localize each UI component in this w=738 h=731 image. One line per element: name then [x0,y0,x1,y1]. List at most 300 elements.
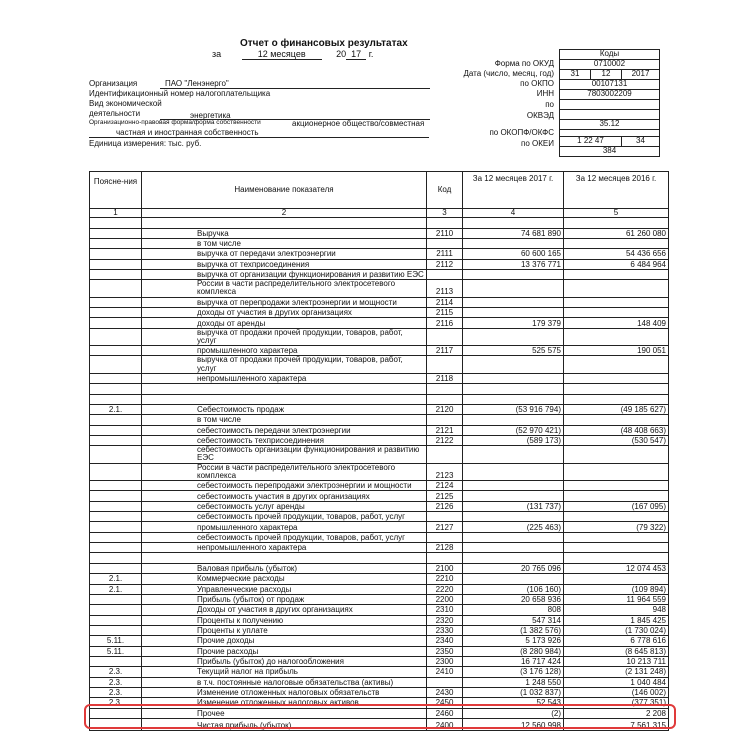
table-row [90,522,669,532]
row-value-2017: 1 248 550 [463,677,564,687]
activity-label-2: деятельности [89,109,141,118]
table-row [90,280,669,297]
row-value-2016: (167 095) [564,501,669,511]
row-note [90,308,142,318]
row-value-2016: 6 484 964 [564,259,669,269]
table-row [90,415,669,425]
row-note [90,269,142,279]
row-value-2016: (49 185 627) [564,404,669,414]
row-name: Проценты к получению [142,615,427,625]
table-row [90,532,669,542]
row-name: Коммерческие расходы [142,574,427,584]
table-body [90,218,669,731]
row-value-2017: (106 160) [463,584,564,594]
row-note [90,328,142,345]
table-row [90,687,669,697]
row-value-2017 [463,491,564,501]
activity-value: энергетика [190,111,231,120]
legal-label: Организационно-правовая форма/форма собственности [89,119,261,126]
row-value-2016: 61 260 080 [564,228,669,238]
row-name: Чистая прибыль (убыток) [142,718,427,730]
row-name: Проценты к уплате [142,625,427,635]
row-code: 2116 [427,318,463,328]
row-note [90,543,142,553]
row-name: Изменение отложенных налоговых активов [142,698,427,708]
row-value-2016 [564,373,669,383]
row-name: Управленческие расходы [142,584,427,594]
row-value-2017 [463,297,564,307]
report-title: Отчет о финансовых результатах [240,38,408,49]
row-value-2016: 10 213 711 [564,656,669,666]
row-code [427,218,463,228]
row-value-2017: (131 737) [463,501,564,511]
col-num-1: 1 [90,209,142,218]
table-row [90,356,669,373]
row-code [427,415,463,425]
row-value-2017 [463,269,564,279]
table-row [90,553,669,563]
row-note [90,346,142,356]
row-code: 2117 [427,346,463,356]
date-year: 2017 [622,70,660,80]
row-code: 2125 [427,491,463,501]
row-value-2017: 547 314 [463,615,564,625]
row-value-2016 [564,574,669,584]
row-note [90,425,142,435]
row-code [427,328,463,345]
table-row [90,605,669,615]
row-name: промышленного характера [142,522,427,532]
codes-header: Коды [560,50,660,60]
col-2016-header: За 12 месяцев 2016 г. [564,172,669,209]
row-note [90,280,142,297]
row-value-2017 [463,356,564,373]
row-note: 2.3. [90,698,142,708]
row-name: себестоимость передачи электроэнергии [142,425,427,435]
row-note [90,553,142,563]
row-note [90,394,142,404]
row-value-2016: (530 547) [564,435,669,445]
row-value-2017 [463,463,564,480]
row-code: 2115 [427,308,463,318]
row-value-2016 [564,238,669,248]
row-value-2017: 20 765 096 [463,563,564,573]
table-row [90,435,669,445]
row-value-2016 [564,481,669,491]
row-name [142,384,427,394]
row-value-2017 [463,543,564,553]
org-name: ПАО "Ленэнерго" [165,79,229,88]
row-value-2016 [564,384,669,394]
row-name [142,394,427,404]
row-value-2016: (377 351) [564,698,669,708]
okpo-label: по ОКПО [520,79,554,88]
row-code: 2110 [427,228,463,238]
row-value-2017 [463,574,564,584]
row-note [90,249,142,259]
row-value-2017: 13 376 771 [463,259,564,269]
table-row [90,328,669,345]
row-code [427,677,463,687]
row-name: себестоимость организации функционирования и развитию ЕЭС [142,446,427,463]
row-note [90,259,142,269]
row-name: выручка от продажи прочей продукции, товаров, работ, услуг [142,328,427,345]
row-name: Текущий налог на прибыль [142,667,427,677]
row-note: 2.3. [90,677,142,687]
okved-code: 35.12 [560,120,660,130]
row-value-2016: 190 051 [564,346,669,356]
row-name: промышленного характера [142,346,427,356]
row-value-2017: (3 176 128) [463,667,564,677]
row-value-2017 [463,553,564,563]
row-value-2017: 12 560 998 [463,718,564,730]
row-code: 2121 [427,425,463,435]
table-row [90,404,669,414]
row-code: 2111 [427,249,463,259]
legal-value-1: акционерное общество/совместная [292,119,425,128]
row-note [90,594,142,604]
row-note: 5.11. [90,646,142,656]
row-note: 2.1. [90,404,142,414]
col-num-3: 3 [427,209,463,218]
row-code: 2118 [427,373,463,383]
row-code: 2100 [427,563,463,573]
row-note [90,218,142,228]
row-code [427,512,463,522]
row-value-2017 [463,328,564,345]
row-value-2016: 1 845 425 [564,615,669,625]
date-month: 12 [591,70,622,80]
row-name: Изменение отложенных налоговых обязательств [142,687,427,697]
row-name: России в части распределительного электросетевого комплекса [142,463,427,480]
row-code [427,269,463,279]
row-name: доходы от участия в других организациях [142,308,427,318]
table-row [90,373,669,383]
row-note [90,501,142,511]
row-value-2017: (225 463) [463,522,564,532]
table-row [90,677,669,687]
activity-label-1: Вид экономической [89,99,162,108]
row-note [90,373,142,383]
table-row [90,269,669,279]
okei-code: 384 [560,147,660,157]
row-name: себестоимость техприсоединения [142,435,427,445]
table-row [90,346,669,356]
row-code: 2210 [427,574,463,584]
row-code [427,532,463,542]
date-day: 31 [560,70,591,80]
table-row [90,297,669,307]
row-code: 2200 [427,594,463,604]
date-label: Дата (число, месяц, год) [463,69,554,78]
row-value-2017 [463,512,564,522]
table-row [90,425,669,435]
row-code: 2127 [427,522,463,532]
row-value-2016 [564,356,669,373]
row-value-2017: 525 575 [463,346,564,356]
period-prefix: за [212,49,222,59]
table-row [90,491,669,501]
row-value-2017: (52 970 421) [463,425,564,435]
row-value-2016 [564,218,669,228]
table-row [90,218,669,228]
inn-label: ИНН [536,89,554,98]
table-row [90,501,669,511]
row-value-2017: 60 600 165 [463,249,564,259]
row-value-2017 [463,373,564,383]
row-value-2016: (109 894) [564,584,669,594]
row-note [90,318,142,328]
row-value-2017: 52 543 [463,698,564,708]
row-value-2017: 74 681 890 [463,228,564,238]
empty-code [560,100,660,110]
row-name: выручка от продажи прочей продукции, товаров, работ, услуг [142,356,427,373]
row-value-2016: 1 040 484 [564,677,669,687]
okved-label: ОКВЭД [526,111,554,120]
row-value-2017: (8 280 984) [463,646,564,656]
row-value-2017: (1 382 576) [463,625,564,635]
row-code: 2112 [427,259,463,269]
row-name: доходы от аренды [142,318,427,328]
row-value-2017: 179 379 [463,318,564,328]
table-row [90,625,669,635]
row-value-2017 [463,384,564,394]
row-name: себестоимость участия в других организациях [142,491,427,501]
row-value-2016: (79 322) [564,522,669,532]
okfs-code: 34 [622,137,660,147]
row-name: Прочие доходы [142,636,427,646]
row-value-2016 [564,297,669,307]
year-prefix: 20 [336,49,347,59]
row-value-2017: 808 [463,605,564,615]
row-name: России в части распределительного электросетевого комплекса [142,280,427,297]
table-row [90,656,669,666]
row-value-2016: (2 131 248) [564,667,669,677]
row-name [142,553,427,563]
row-value-2017 [463,415,564,425]
legal-value-2: частная и иностранная собственность [116,128,259,137]
table-row [90,318,669,328]
period-value: 12 месяцев [242,49,322,60]
year-suffix: 17 [346,49,366,60]
table-row [90,543,669,553]
row-name: Валовая прибыль (убыток) [142,563,427,573]
row-value-2017: (53 916 794) [463,404,564,414]
row-name: Выручка [142,228,427,238]
okud-label: Форма по ОКУД [494,59,554,68]
row-code: 2122 [427,435,463,445]
row-value-2016: 948 [564,605,669,615]
table-row [90,512,669,522]
row-value-2016: 7 561 315 [564,718,669,730]
unit-label: Единица измерения: тыс. руб. [89,139,202,148]
row-code: 2350 [427,646,463,656]
row-value-2016: 11 964 559 [564,594,669,604]
row-code: 2120 [427,404,463,414]
table-row [90,615,669,625]
row-note [90,563,142,573]
row-value-2016: (1 730 024) [564,625,669,635]
table-row [90,574,669,584]
row-name: себестоимость перепродажи электроэнергии и мощности [142,481,427,491]
col-note-header: Поясне-ния [90,172,142,209]
row-note [90,615,142,625]
row-code: 2220 [427,584,463,594]
row-code [427,238,463,248]
row-value-2017: 16 717 424 [463,656,564,666]
table-row [90,667,669,677]
row-value-2016 [564,280,669,297]
col-num-5: 5 [564,209,669,218]
row-note [90,228,142,238]
row-name: выручка от организации функционирования и развитию ЕЭС [142,269,427,279]
row-name: Прочее [142,708,427,718]
row-value-2016: 54 436 656 [564,249,669,259]
row-note: 2.1. [90,574,142,584]
row-code: 2330 [427,625,463,635]
row-value-2017 [463,446,564,463]
row-value-2016 [564,491,669,501]
row-value-2017: (1 032 837) [463,687,564,697]
row-code: 2460 [427,708,463,718]
col-2017-header: За 12 месяцев 2017 г. [463,172,564,209]
col-num-4: 4 [463,209,564,218]
report-period [212,49,373,60]
row-value-2016: 148 409 [564,318,669,328]
row-note [90,605,142,615]
row-value-2016 [564,512,669,522]
table-row [90,249,669,259]
taxid-label: Идентификационный номер налогоплательщика [89,89,271,98]
row-name: выручка от передачи электроэнергии [142,249,427,259]
row-code: 2300 [427,656,463,666]
row-code: 2410 [427,667,463,677]
row-note [90,463,142,480]
row-value-2017 [463,280,564,297]
row-value-2017: 5 173 926 [463,636,564,646]
row-value-2016 [564,446,669,463]
table-row [90,594,669,604]
row-note: 2.3. [90,667,142,677]
row-note: 5.11. [90,636,142,646]
table-row [90,446,669,463]
row-name: выручка от техприсоединения [142,259,427,269]
row-value-2016 [564,394,669,404]
row-code: 2126 [427,501,463,511]
row-note [90,415,142,425]
inn-code: 7803002209 [560,90,660,100]
col-name-header: Наименование показателя [142,172,427,209]
row-value-2016 [564,328,669,345]
row-code: 2114 [427,297,463,307]
row-code: 2340 [427,636,463,646]
row-code: 2400 [427,718,463,730]
table-row [90,238,669,248]
row-value-2017 [463,238,564,248]
row-value-2016: (48 408 663) [564,425,669,435]
okopf-label: по ОКОПФ/ОКФС [489,128,554,137]
row-code: 2450 [427,698,463,708]
table-row [90,228,669,238]
row-name: Прибыль (убыток) до налогообложения [142,656,427,666]
table-row [90,308,669,318]
po-label: по [545,100,554,109]
row-value-2016: 2 208 [564,708,669,718]
okud-code: 0710002 [560,60,660,70]
codes-box [559,49,660,157]
row-name: себестоимость прочей продукции, товаров, работ, услуг [142,512,427,522]
row-name: Доходы от участия в других организациях [142,605,427,615]
row-name [142,218,427,228]
row-value-2017 [463,394,564,404]
table-row [90,646,669,656]
row-name: Себестоимость продаж [142,404,427,414]
row-value-2017: 20 658 936 [463,594,564,604]
row-value-2017 [463,308,564,318]
row-note [90,532,142,542]
row-code: 2128 [427,543,463,553]
row-note [90,522,142,532]
row-value-2016: (146 002) [564,687,669,697]
row-name: выручка от перепродажи электроэнергии и мощности [142,297,427,307]
row-value-2016 [564,415,669,425]
legal-underline [89,137,429,138]
row-code [427,384,463,394]
okei-label: по ОКЕИ [521,139,554,148]
org-label: Организация [89,79,138,88]
row-value-2017: (589 173) [463,435,564,445]
row-name: в т.ч. постоянные налоговые обязательства (активы) [142,677,427,687]
row-value-2016 [564,532,669,542]
row-value-2017: (2) [463,708,564,718]
row-name: непромышленного характера [142,373,427,383]
table-row [90,384,669,394]
row-name: в том числе [142,415,427,425]
table-row [90,481,669,491]
row-value-2016 [564,543,669,553]
row-note [90,656,142,666]
net-profit-highlight [84,704,676,729]
row-name: в том числе [142,238,427,248]
table-row [90,259,669,269]
year-unit: г. [368,49,374,59]
row-note [90,238,142,248]
row-code: 2310 [427,605,463,615]
row-name: Прибыль (убыток) от продаж [142,594,427,604]
col-code-header: Код [427,172,463,209]
row-code [427,394,463,404]
row-note: 2.1. [90,584,142,594]
row-value-2016 [564,553,669,563]
row-note [90,512,142,522]
row-note [90,446,142,463]
row-value-2016 [564,463,669,480]
row-code [427,356,463,373]
okopf-code: 1 22 47 [560,137,622,147]
financial-results-table [89,171,669,731]
row-code [427,553,463,563]
row-note [90,435,142,445]
row-note [90,356,142,373]
row-code [427,446,463,463]
row-name: себестоимость прочей продукции, товаров, работ, услуг [142,532,427,542]
row-note [90,384,142,394]
row-value-2017 [463,481,564,491]
table-row [90,463,669,480]
row-value-2016: 12 074 453 [564,563,669,573]
row-note [90,625,142,635]
row-code: 2124 [427,481,463,491]
